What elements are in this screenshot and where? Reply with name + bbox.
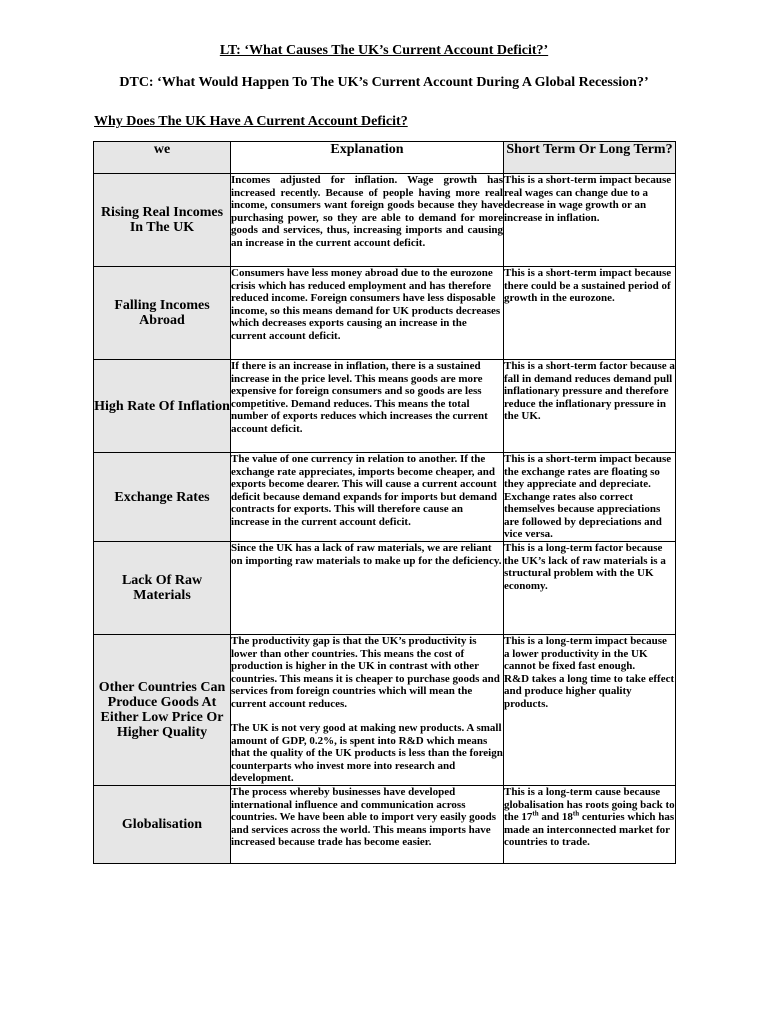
term-paragraph: R&D takes a long time to take effect and produce higher quality products. <box>504 672 675 710</box>
row-explanation: If there is an increase in inflation, there is a sustained increase in the price level. This means goods are more expensive for foreign consumers and so goods are less competitive. Demand reduces. This means the total number of exports reduces which increases the current account deficit. <box>231 360 504 453</box>
table-header-row <box>94 142 676 174</box>
row-term <box>504 786 676 864</box>
row-explanation: Incomes adjusted for inflation. Wage growth has increased recently. Because of people having more real income, consumers want foreign goods because they have purchasing power, so they are able to demand for more goods and services, thus, increasing imports and causing an increase in the current account deficit. <box>231 174 504 267</box>
dtc-title: DTC: ‘What Would Happen To The UK’s Current Account During A Global Recession?’ <box>119 75 649 90</box>
table-row <box>94 786 676 864</box>
row-factor: Other Countries Can Produce Goods At Either Low Price Or Higher Quality <box>94 635 231 786</box>
row-explanation <box>231 635 504 786</box>
row-factor: Rising Real Incomes In The UK <box>94 174 231 267</box>
row-term: This is a long-term factor because the UK’s lack of raw materials is a structural problem with the UK economy. <box>504 542 676 635</box>
row-factor: Lack Of Raw Materials <box>94 542 231 635</box>
explanation-paragraph: The UK is not very good at making new products. A small amount of GDP, 0.2%, is spent into R&D which means that the quality of the UK products is less than the foreign counterparts who invest more into research and development. <box>231 722 503 784</box>
row-term <box>504 635 676 786</box>
row-factor: Falling Incomes Abroad <box>94 267 231 360</box>
row-explanation: The value of one currency in relation to another. If the exchange rate appreciates, imports become cheaper, and exports become dearer. This will cause a current account deficit because demand expands for imports but demand contracts for exports. This will therefore cause an increase in the current account deficit. <box>231 453 504 542</box>
term-text: centuries which has made an interconnected market for countries to trade. <box>504 811 675 848</box>
ordinal-suffix: th <box>572 809 580 818</box>
column-header-term: Short Term Or Long Term? <box>504 142 676 174</box>
ordinal-suffix: th <box>532 809 539 818</box>
row-term: This is a short-term impact because there could be a sustained period of growth in the eurozone. <box>504 267 676 360</box>
row-factor: Exchange Rates <box>94 453 231 542</box>
column-header-we: we <box>94 142 231 174</box>
row-explanation: The process whereby businesses have developed international influence and communication across countries. We have been able to import very easily goods and services across the world. This means imports have increased because trade has become easier. <box>231 786 504 864</box>
row-factor: Globalisation <box>94 786 231 864</box>
term-text: This is a long-term cause because globalisation has roots going back to the 17 <box>504 786 675 823</box>
row-term: This is a short-term impact because the exchange rates are floating so they appreciate and depreciate. Exchange rates also correct themselves because appreciations are followed by depreciations and vice versa. <box>504 453 676 542</box>
table-row <box>94 267 676 360</box>
term-paragraph: This is a long-term impact because a lower productivity in the UK cannot be fixed fast enough. <box>504 635 667 672</box>
table-row <box>94 635 676 786</box>
section-heading: Why Does The UK Have A Current Account Deficit? <box>94 114 408 129</box>
row-factor: High Rate Of Inflation <box>94 360 231 453</box>
explanation-paragraph: The productivity gap is that the UK’s productivity is lower than other countries. This means the cost of production is higher in the UK in contrast with other countries. This means it is cheaper to purchase goods and services from foreign countries which will mean the current account reduces. <box>231 635 500 710</box>
table-row <box>94 174 676 267</box>
column-header-explanation: Explanation <box>231 142 504 174</box>
row-term: This is a short-term impact because real wages can change due to a decrease in wage growth or an increase in inflation. <box>504 174 676 267</box>
term-text: and 18 <box>538 811 573 823</box>
row-explanation: Consumers have less money abroad due to the eurozone crisis which has reduced employment and has therefore reduced income. Foreign consumers have less disposable income, so this means demand for UK products decreases which decreases exports causing an increase in the current account deficit. <box>231 267 504 360</box>
table-row <box>94 360 676 453</box>
row-explanation: Since the UK has a lack of raw materials, we are reliant on importing raw materials to make up for the deficiency. <box>231 542 504 635</box>
table-row <box>94 453 676 542</box>
table-row <box>94 542 676 635</box>
current-account-deficit-table <box>93 141 676 864</box>
lt-title: LT: ‘What Causes The UK’s Current Account Deficit?’ <box>219 43 549 58</box>
row-term: This is a short-term factor because a fall in demand reduces demand pull inflationary pressure and therefore reduce the inflationary pressure in the UK. <box>504 360 676 453</box>
